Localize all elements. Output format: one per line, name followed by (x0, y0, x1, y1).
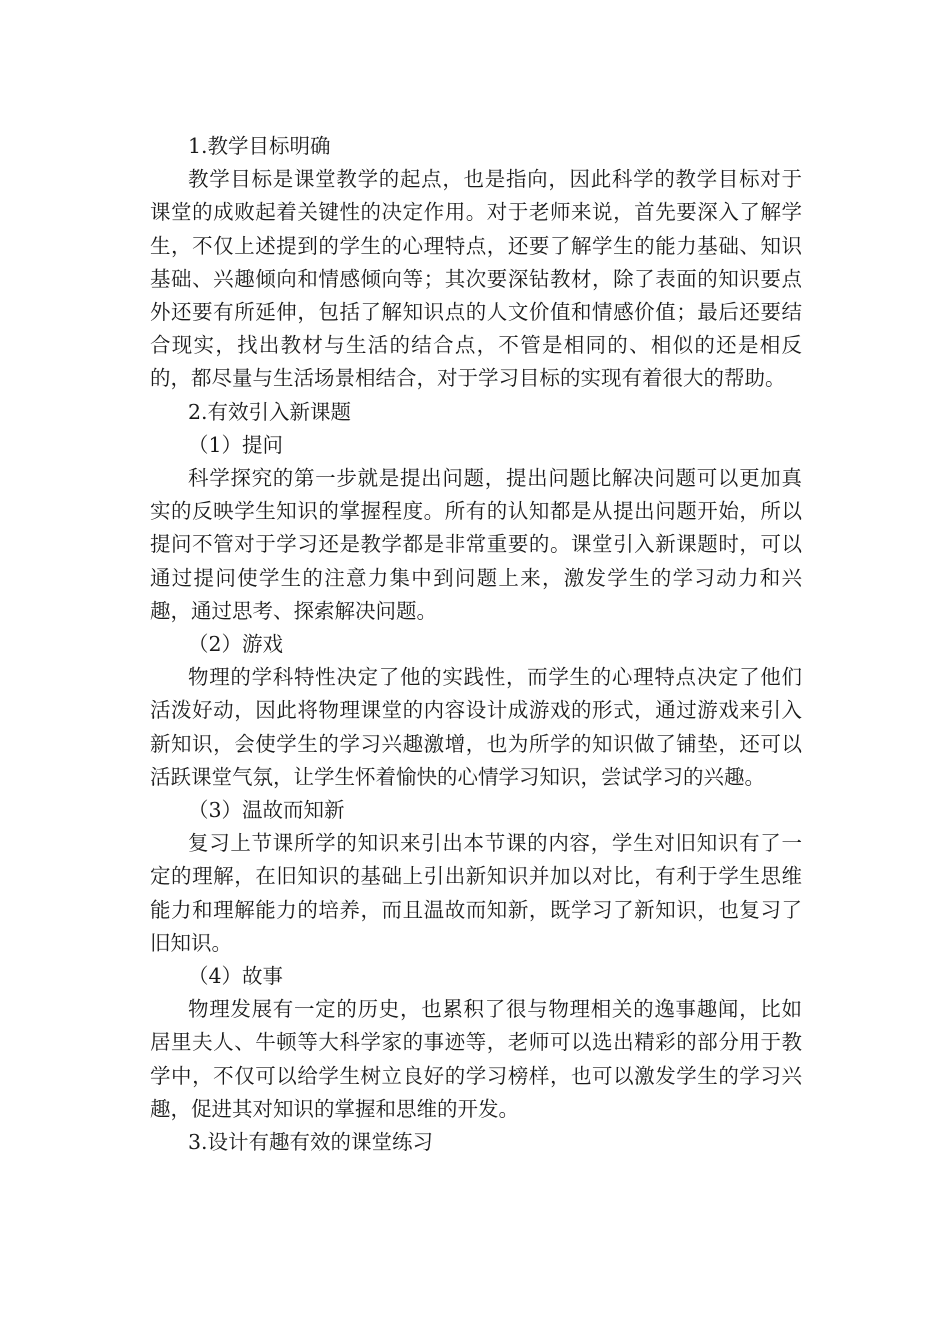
paragraph-teaching-goals: 教学目标是课堂教学的起点，也是指向，因此科学的教学目标对于课堂的成败起着关键性的决定作用。对于老师来说，首先要深入了解学生，不仅上述提到的学生的心理特点，还要了解学生的能力基础、知识基础、兴趣倾向和情感倾向等；其次要深钻教材，除了表面的知识要点外还要有所延伸，包括了解知识点的人文价值和情感价值；最后还要结合现实，找出教材与生活的结合点，不管是相同的、相似的还是相反的，都尽量与生活场景相结合，对于学习目标的实现有着很大的帮助。 (150, 167, 802, 391)
paragraph-review: 复习上节课所学的知识来引出本节课的内容，学生对旧知识有了一定的理解，在旧知识的基础上引出新知识并加以对比，有利于学生思维能力和理解能力的培养，而且温故而知新，既学习了新知识，也复习了旧知识。 (150, 831, 802, 955)
subheading-games: （2）游戏 (188, 632, 284, 657)
document-body (150, 130, 802, 1159)
subheading-questioning: （1）提问 (188, 432, 284, 457)
paragraph-stories: 物理发展有一定的历史，也累积了很与物理相关的逸事趣闻，比如居里夫人、牛顿等大科学家的事迹等，老师可以选出精彩的部分用于教学中，不仅可以给学生树立良好的学习榜样，也可以激发学生的学习兴趣，促进其对知识的掌握和思维的开发。 (150, 997, 802, 1121)
subheading-stories: （4）故事 (188, 964, 284, 989)
subheading-review: （3）温故而知新 (188, 798, 345, 823)
section-heading-exercises: 3.设计有趣有效的课堂练习 (188, 1130, 434, 1155)
section-heading-introduce-topic: 2.有效引入新课题 (188, 399, 352, 424)
paragraph-games: 物理的学科特性决定了他的实践性，而学生的心理特点决定了他们活泼好动，因此将物理课堂的内容设计成游戏的形式，通过游戏来引入新知识，会使学生的学习兴趣激增，也为所学的知识做了铺垫，还可以活跃课堂气氛，让学生怀着愉快的心情学习知识，尝试学习的兴趣。 (150, 665, 802, 789)
section-heading-teaching-goals: 1.教学目标明确 (188, 134, 331, 158)
paragraph-questioning: 科学探究的第一步就是提出问题，提出问题比解决问题可以更加真实的反映学生知识的掌握程度。所有的认知都是从提出问题开始，所以提问不管对于学习还是教学都是非常重要的。课堂引入新课题时，可以通过提问使学生的注意力集中到问题上来，激发学生的学习动力和兴趣，通过思考、探索解决问题。 (150, 466, 802, 623)
